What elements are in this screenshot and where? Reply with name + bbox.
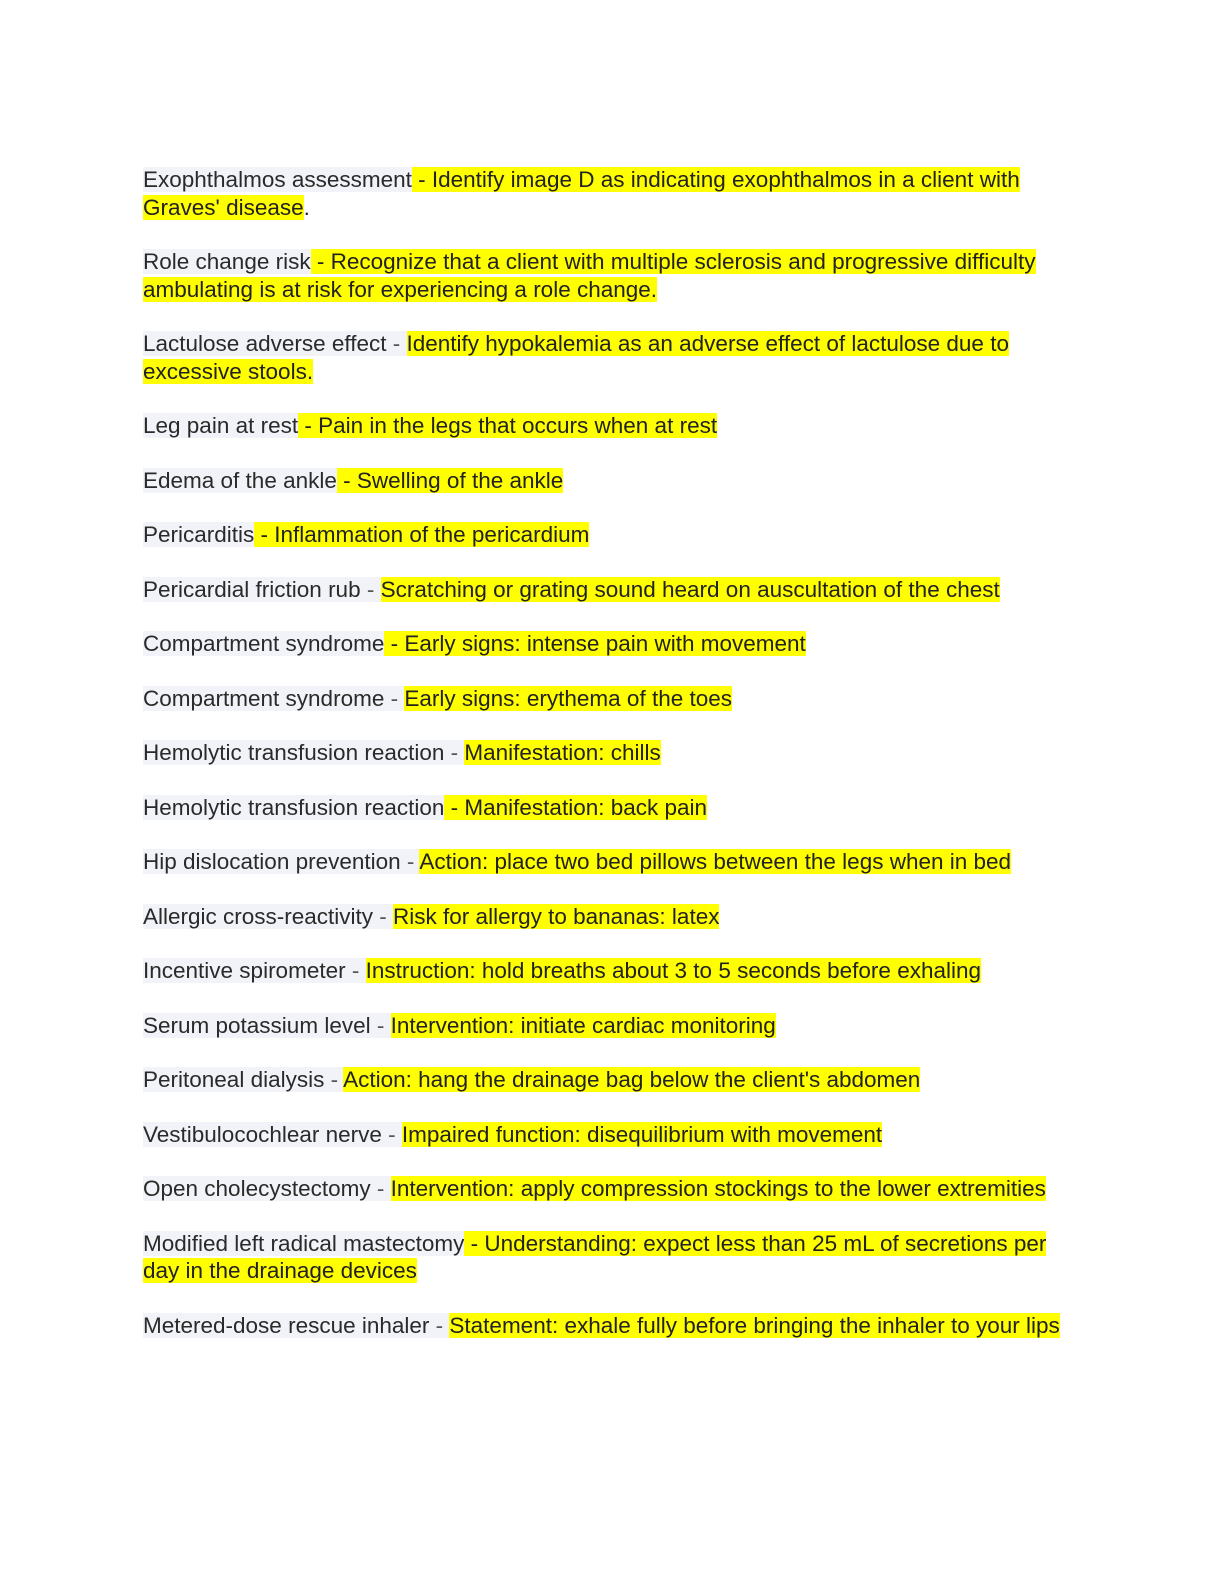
note-definition: Scratching or grating sound heard on auscultation of the chest (380, 576, 1000, 602)
note-term: Hip dislocation prevention (143, 849, 401, 874)
note-entry (143, 1066, 1083, 1094)
note-definition: Manifestation: chills (464, 740, 661, 765)
note-entry (143, 957, 1083, 985)
note-separator: - (254, 522, 275, 547)
note-term: Serum potassium level (143, 1012, 371, 1038)
note-entry (143, 630, 1083, 658)
note-separator: - (373, 903, 394, 929)
note-term: Incentive spirometer (143, 958, 346, 983)
note-definition: Early signs: erythema of the toes (404, 685, 732, 711)
note-term: Edema of the ankle (143, 467, 337, 493)
note-separator: - (444, 794, 465, 820)
note-entry (143, 521, 1083, 549)
note-separator: - (384, 631, 405, 656)
note-entry (143, 1121, 1083, 1149)
note-separator: - (386, 331, 407, 356)
note-definition: Action: place two bed pillows between the legs when in bed (419, 849, 1012, 874)
note-definition: Recognize that a client with multiple sclerosis and progressive difficulty ambulating is at risk for experiencing a role change. (143, 249, 1036, 302)
note-entry (143, 794, 1083, 822)
note-entry (143, 166, 1083, 221)
note-definition: Early signs: intense pain with movement (404, 631, 806, 656)
note-entry (143, 330, 1083, 385)
note-separator: - (381, 1121, 402, 1147)
note-separator: - (384, 685, 405, 711)
note-definition: Intervention: initiate cardiac monitoring (390, 1012, 776, 1038)
note-term: Pericarditis (143, 522, 255, 547)
note-definition: Identify hypokalemia as an adverse effect of lactulose due to excessive stools. (143, 331, 1009, 384)
note-entry (143, 739, 1083, 767)
study-notes-page (143, 166, 1083, 1366)
note-term: Vestibulocochlear nerve (143, 1121, 382, 1147)
note-separator: - (310, 249, 331, 274)
note-term: Modified left radical mastectomy (143, 1230, 465, 1256)
note-definition: Pain in the legs that occurs when at rest (318, 413, 718, 438)
note-term: Lactulose adverse effect (143, 331, 387, 356)
note-entry (143, 1312, 1083, 1340)
note-definition: Swelling of the ankle (356, 467, 564, 493)
note-entry (143, 1012, 1083, 1040)
note-separator: - (345, 958, 366, 983)
note-term: Peritoneal dialysis (143, 1067, 325, 1092)
note-definition: Risk for allergy to bananas: latex (393, 903, 720, 929)
note-term: Exophthalmos assessment (143, 167, 412, 192)
note-entry (143, 685, 1083, 713)
note-entry (143, 248, 1083, 303)
note-term: Compartment syndrome (143, 631, 385, 656)
note-separator: - (360, 576, 381, 602)
note-separator: - (370, 1176, 391, 1201)
note-entry (143, 848, 1083, 876)
note-entry (143, 576, 1083, 604)
note-entry (143, 1175, 1083, 1203)
note-separator: - (324, 1067, 344, 1092)
note-entry (143, 467, 1083, 495)
note-definition: Statement: exhale fully before bringing the inhaler to your lips (449, 1312, 1060, 1338)
note-term: Pericardial friction rub (143, 576, 361, 602)
note-separator: - (370, 1012, 391, 1038)
note-term: Role change risk (143, 249, 311, 274)
note-definition: Instruction: hold breaths about 3 to 5 seconds before exhaling (365, 958, 982, 983)
note-separator: - (411, 167, 432, 192)
note-term: Hemolytic transfusion reaction (143, 794, 445, 820)
note-definition: Action: hang the drainage bag below the client's abdomen (343, 1067, 921, 1092)
note-separator: - (298, 413, 319, 438)
note-entry (143, 1230, 1083, 1285)
note-separator: - (400, 849, 420, 874)
note-separator: - (444, 740, 465, 765)
note-term: Open cholecystectomy (143, 1176, 371, 1201)
note-definition: Understanding: expect less than 25 mL of secretions per day in the drainage devices (143, 1230, 1047, 1283)
note-tail: . (303, 194, 310, 220)
note-entry (143, 903, 1083, 931)
note-separator: - (336, 467, 357, 493)
note-term: Leg pain at rest (143, 413, 299, 438)
note-definition: Identify image D as indicating exophthalmos in a client with Graves' disease (143, 167, 1020, 220)
note-definition: Intervention: apply compression stockings to the lower extremities (390, 1176, 1046, 1201)
note-separator: - (464, 1230, 485, 1256)
note-definition: Inflammation of the pericardium (274, 522, 590, 547)
note-definition: Impaired function: disequilibrium with movement (401, 1121, 883, 1147)
note-term: Metered-dose rescue inhaler (143, 1312, 430, 1338)
note-term: Allergic cross-reactivity (143, 903, 374, 929)
note-separator: - (429, 1312, 450, 1338)
note-term: Hemolytic transfusion reaction (143, 740, 445, 765)
note-term: Compartment syndrome (143, 685, 385, 711)
note-definition: Manifestation: back pain (464, 794, 708, 820)
note-entry (143, 412, 1083, 440)
